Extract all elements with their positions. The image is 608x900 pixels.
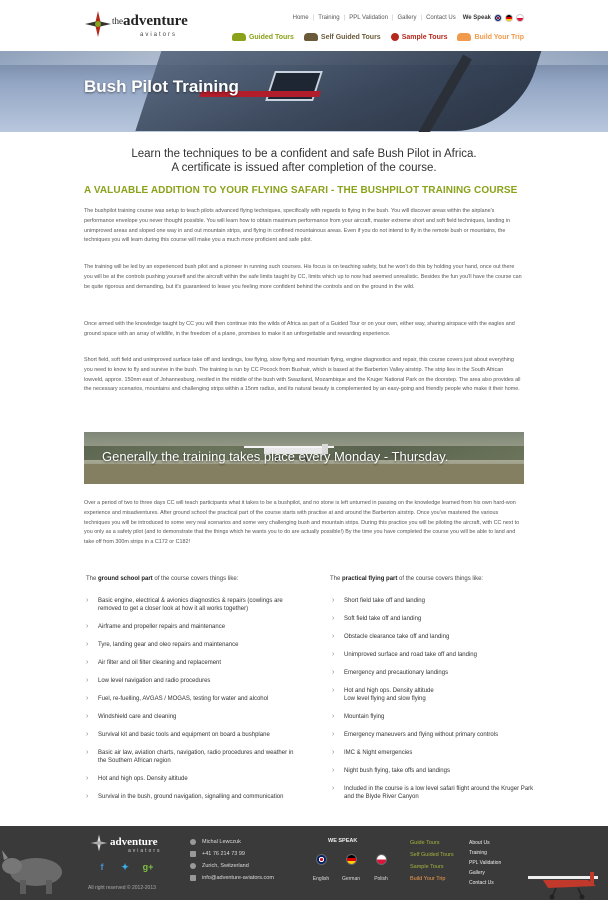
paragraph: Over a period of two to three days CC will teach participants what it takes to be a bushpilot, and no stone is left unturned in passing on the knowledge learned from his own hard-won experience and misadventures. After ground school the practical part of the course starts with practise at and around the Barberton airstrip. Once you've mastered the various techniques you will be introduced to some very real scenarios and some very challenging bush and mountain strips. During this practice you will be piloting the aircraft, with CC next to you only as a safety pilot (and to demonstrate that the things which he wants you to do are actually possible!) By the time you have completed the course you will be able to land and take off from 300m strips in a C172 or C182! [84,500,520,546]
nav-contact-us[interactable]: Contact Us [426,15,456,21]
footer-build-trip-link[interactable]: Build Your Trip [410,876,446,882]
build-icon [457,33,471,41]
hat-icon [232,33,246,41]
footer-about-link[interactable]: About Us [469,840,490,846]
practical-list [330,597,540,801]
social-links [96,861,165,873]
site-header [0,0,608,51]
footer-ppl-link[interactable]: PPL Validation [469,860,502,866]
build-your-trip-link[interactable]: Build Your Trip [457,33,524,41]
paragraph: The bushpilot training course was setup to teach pilots advanced flying techniques, specifically with regards to flying in the bush. You will discover areas within the airplane's performance envelope you never thought possible. You will learn how to obtain maximum performance from your aircraft, master extreme short and soft field techniques, landing in unimproved areas and sloped one way in and out mountain strips, and flying in confined mountainous areas. Even if you do not intend to fly in the remote bush or mountains, the techniques you will learn during this course will make you a much more proficient and safe pilot. [84,208,511,244]
site-logo[interactable] [84,10,194,40]
email-icon [190,875,196,881]
plane-icon [304,33,318,41]
polish-flag-icon [376,854,387,865]
list-item: › Low level navigation and radio procedures [84,677,294,685]
list-item: › Mountain flying [330,713,540,721]
page-title: Bush Pilot Training [84,77,239,96]
paragraph: Once armed with the knowledge taught by CC you will then continue into the wilds of Africa as part of a Guided Tour or on your own, either way, sharing airspace with the eagles and ground space with an array of wildlife, in the freedom of a plane, promises to make it an unforgettable and rewarding experience. [84,321,515,337]
german-flag-icon[interactable] [505,14,513,22]
list-item: › Soft field take off and landing [330,615,540,623]
copyright: All right reserved © 2012-2013 [88,885,156,891]
paragraph: The training will be led by an experienced bush pilot and a pioneer in running such courses. His focus is on teaching safety, but he won't do this by holding your hand, once out there you will be at the controls pushing yourself and the aircraft within the safe limits taught by CC, limits which up to now had seemed unrealistic. Besides the fun you'll have the course can be quite rigorous and demanding, but it's guaranteed to leave you feeling more confident behind the controls and on the ground in the wild. [84,264,522,290]
list-item: › Short field take off and landing [330,597,540,605]
footer-self-guided-link[interactable]: Self Guided Tours [410,852,454,858]
list-item: › Unimproved surface and road take off and landing [330,651,540,659]
list-item: › Basic air law, aviation charts, navigation, radio procedures and weather in the Southern African region [84,749,294,765]
list-item: › Hot and high ops. Density altitude [84,775,294,783]
person-icon [190,839,196,845]
footer-languages [306,854,396,882]
list-item: › Emergency maneuvers and flying without primary controls [330,731,540,739]
contact-info: Michal Lewczuk +41 76 214 73 99 Zurich, Switzerland info@adventure-aviators.com [190,836,274,884]
footer-we-speak: WE SPEAK [328,838,358,844]
list-item: › Fuel, re-fuelling, AVGAS / MOGAS, testing for water and alcohol [84,695,294,703]
nav-ppl-validation[interactable]: PPL Validation [349,15,388,21]
compass-logo-icon [90,834,108,852]
sample-tours-link[interactable]: Sample Tours [391,33,448,41]
top-nav: Home | Training | PPL Validation | Gallery | Contact Us We Speak [293,13,524,23]
footer-logo[interactable]: adventure aviators [90,834,180,854]
list-item: › Airframe and propeller repairs and maintenance [84,623,294,631]
banner-text: Generally the training takes place every Monday - Thursday. [102,449,449,464]
list-item: › Air filter and oil filter cleaning and replacement [84,659,294,667]
facebook-icon[interactable]: f [100,862,104,872]
list-item: › Survival kit and basic tools and equipment on board a bushplane [84,731,294,739]
footer-tours-nav [410,837,454,885]
site-footer [0,826,608,900]
ground-school-heading: The ground school part of the course covers things like: [86,576,239,582]
email-link[interactable]: info@adventure-aviators.com [202,875,274,881]
compass-logo-icon [84,10,112,38]
phone-icon [190,851,196,857]
footer-guide-tours-link[interactable]: Guide Tours [410,840,440,846]
list-item: › Survival in the bush, ground navigation, signalling and communication [84,793,294,801]
footer-training-link[interactable]: Training [469,850,487,856]
self-guided-tours-link[interactable]: Self Guided Tours [304,33,381,41]
language-polish[interactable]: Polish [366,854,396,882]
hero-banner [0,51,608,132]
list-item: › Hot and high ops. Density altitude Low level flying and slow flying [330,687,540,703]
language-english[interactable]: English [306,854,336,882]
google-plus-icon[interactable]: g+ [142,862,154,872]
nav-training[interactable]: Training [318,15,340,21]
uk-flag-icon [316,854,327,865]
rhino-image [0,836,70,896]
list-item: › IMC & Night emergencies [330,749,540,757]
main-nav [222,33,524,41]
compass-icon [391,33,399,41]
list-item: › Included in the course is a low level safari flight around the Kruger Park and the Blyde River Canyon [330,785,540,801]
footer-gallery-link[interactable]: Gallery [469,870,485,876]
uk-flag-icon[interactable] [494,14,502,22]
ground-school-list [84,597,294,801]
german-flag-icon [346,854,357,865]
intro-text: Learn the techniques to be a confident and safe Bush Pilot in Africa. A certificate is issued after completion of the course. [131,148,477,174]
logo-subtitle: aviators [140,32,178,38]
location-pin-icon [190,863,196,869]
we-speak-label: We Speak [462,15,491,21]
list-item: › Obstacle clearance take off and landing [330,633,540,641]
guided-tours-link[interactable]: Guided Tours [232,33,294,41]
list-item: › Night bush flying, take offs and landings [330,767,540,775]
schedule-banner [84,432,524,484]
twitter-icon[interactable]: ✦ [121,861,129,872]
list-item: › Tyre, landing gear and oleo repairs and maintenance [84,641,294,649]
nav-gallery[interactable]: Gallery [397,15,417,21]
red-plane-image [518,864,608,900]
list-item: › Basic engine, electrical & avionics diagnostics & repairs (cowlings are removed to get a closer look at how it all works together) [84,597,294,613]
section-title: A VALUABLE ADDITION TO YOUR FLYING SAFARI - THE BUSHPILOT TRAINING COURSE [84,185,518,196]
list-item: › Windshield care and cleaning [84,713,294,721]
language-german[interactable]: German [336,854,366,882]
footer-contact-link[interactable]: Contact Us [469,880,494,886]
nav-home[interactable]: Home [292,15,309,21]
list-item: › Emergency and precautionary landings [330,669,540,677]
polish-flag-icon[interactable] [516,14,524,22]
practical-heading: The practical flying part of the course covers things like: [330,576,484,582]
footer-site-nav [469,838,519,888]
logo-wordmark: $^{the}$adventure [112,13,188,29]
paragraph: Short field, soft field and unimproved surface take off and landings, low flying, slow flying and mountain flying, engine diagnostics and repair, this course covers just about everything you need to know to fly and survive in the bush. The training is run by CC Pocock from Bushair, which is based at the Barberton Valley airstrip. The strip lies in the South African lowveld, approx. 150nm east of Johannesburg, nestled in the middle of the bush with Swaziland, Mozambique and the Kruger National Park on the doorstep. The area also provides all the necessary scenarios, mountains and challenging strips within a 15nm radius, and its natural beauty is complemented by an easy-going and friendly people who make it their home. [84,357,521,393]
footer-sample-tours-link[interactable]: Sample Tours [410,864,444,870]
